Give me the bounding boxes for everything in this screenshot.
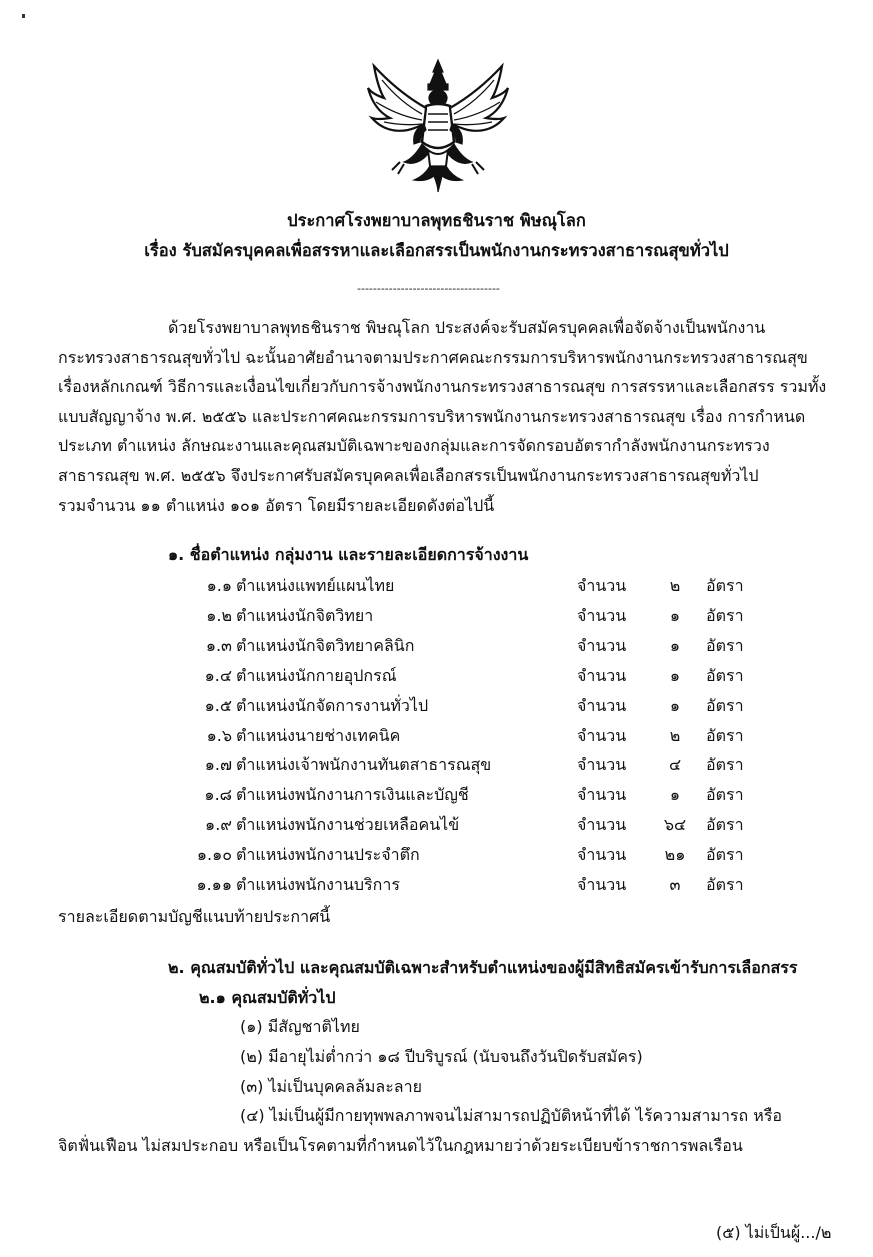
position-number: ๑.๑ [206,576,232,595]
qualification-item: (๔) ไม่เป็นผู้มีกายทุพพลภาพจนไม่สามารถปฏิบัติหน้าที่ได้ ไร้ความสามารถ หรือ [240,1106,783,1125]
intro-line: แบบสัญญาจ้าง พ.ศ. ๒๕๕๖ และประกาศคณะกรรมการบริหารพนักงานกระทรวงสาธารณสุข เรื่อง การกำหนด [58,406,806,426]
position-number: ๑.๓ [205,635,232,655]
position-row [0,575,873,605]
position-row [0,605,873,635]
position-row [0,635,873,665]
section1-note: รายละเอียดตามบัญชีแนบท้ายประกาศนี้ [58,907,331,926]
position-name: ตำแหน่งแพทย์แผนไทย [236,576,395,595]
count-unit: อัตรา [706,576,744,595]
count-label: จำนวน [577,815,627,835]
position-number: ๑.๘ [204,785,232,805]
intro-line: ด้วยโรงพยาบาลพุทธชินราช พิษณุโลก ประสงค์จะรับสมัครบุคคลเพื่อจัดจ้างเป็นพนักงาน [168,318,766,337]
count-label: จำนวน [577,605,627,625]
position-row [0,695,873,725]
qualification-item: (๓) ไม่เป็นบุคคลล้มละลาย [240,1077,422,1096]
count-label: จำนวน [577,875,627,894]
intro-line: สาธารณสุข พ.ศ. ๒๕๕๖ จึงประกาศรับสมัครบุคคลเพื่อเลือกสรรเป็นพนักงานกระทรวงสาธารณสุขทั่วไป [58,465,759,485]
position-number: ๑.๗ [204,755,232,775]
intro-paragraph [58,313,838,520]
position-row [0,725,873,755]
position-row [0,754,873,784]
qualification-item: (๑) มีสัญชาติไทย [240,1017,360,1036]
position-name: ตำแหน่งนักจิตวิทยาคลินิก [236,635,415,655]
intro-line: กระทรวงสาธารณสุขทั่วไป ฉะนั้นอาศัยอำนาจตามประกาศคณะกรรมการบริหารพนักงานกระทรวงสาธารณสุข [58,347,808,367]
count-unit: อัตรา [706,815,744,835]
count-label: จำนวน [577,785,627,805]
position-name: ตำแหน่งนักจัดการงานทั่วไป [236,695,429,715]
page-continuation: (๕) ไม่เป็นผู้.../๒ [716,1223,832,1242]
position-number: ๑.๖ [206,725,232,745]
garuda-emblem-icon [364,58,512,194]
position-count: ๔ [668,755,682,775]
position-count: ๒ [669,725,681,745]
title-divider: ------------------------------------ [357,282,500,295]
position-number: ๑.๙ [205,815,232,835]
count-unit: อัตรา [706,725,744,745]
count-unit: อัตรา [706,755,744,775]
position-row [0,874,873,904]
count-label: จำนวน [577,755,627,775]
position-count: ๑ [669,695,681,715]
position-number: ๑.๕ [204,695,232,715]
position-name: ตำแหน่งพนักงานการเงินและบัญชี [236,785,469,805]
announcement-title: ประกาศโรงพยาบาลพุทธชินราช พิษณุโลก [287,211,586,230]
position-count: ๒ [669,576,681,595]
position-count: ๑ [669,785,681,805]
count-unit: อัตรา [706,605,744,625]
position-count: ๑ [669,635,681,655]
count-unit: อัตรา [706,845,744,865]
count-unit: อัตรา [706,665,744,685]
count-unit: อัตรา [706,785,744,805]
position-name: ตำแหน่งพนักงานช่วยเหลือคนไข้ [236,815,460,835]
position-name: ตำแหน่งนักกายอุปกรณ์ [236,665,397,685]
section2-heading: ๒. คุณสมบัติทั่วไป และคุณสมบัติเฉพาะสำหรับตำแหน่งของผู้มีสิทธิสมัครเข้ารับการเลือกสรร [168,958,798,977]
intro-line: ประเภท ตำแหน่ง ลักษณะงานและคุณสมบัติเฉพาะของกลุ่มและการจัดกรอบอัตรากำลังพนักงานกระทรวง [58,436,770,456]
count-unit: อัตรา [706,875,744,894]
position-count: ๑ [669,665,681,685]
count-label: จำนวน [577,635,627,655]
position-name: ตำแหน่งพนักงานบริการ [236,875,400,894]
position-row [0,844,873,874]
position-count: ๖๔ [663,815,687,835]
scan-mark [22,14,25,18]
qualification-item: (๒) มีอายุไม่ต่ำกว่า ๑๘ ปีบริบูรณ์ (นับจนถึงวันปิดรับสมัคร) [240,1047,643,1066]
position-number: ๑.๒ [206,605,232,625]
count-unit: อัตรา [706,695,744,715]
count-unit: อัตรา [706,635,744,655]
count-label: จำนวน [577,695,627,715]
position-name: ตำแหน่งนักจิตวิทยา [236,605,374,625]
position-number: ๑.๑๑ [196,875,232,894]
position-count: ๑ [669,605,681,625]
count-label: จำนวน [577,725,627,745]
intro-line: รวมจำนวน ๑๑ ตำแหน่ง ๑๐๑ อัตรา โดยมีรายละเอียดดังต่อไปนี้ [58,495,495,515]
position-name: ตำแหน่งนายช่างเทคนิค [236,725,401,745]
section2-subheading: ๒.๑ คุณสมบัติทั่วไป [199,988,336,1007]
section1-heading: ๑. ชื่อตำแหน่ง กลุ่มงาน และรายละเอียดการจ้างงาน [168,545,529,564]
qualification-item-continued: จิตฟั่นเฟือน ไม่สมประกอบ หรือเป็นโรคตามที่กำหนดไว้ในกฎหมายว่าด้วยระเบียบข้าราชการพลเรือน [58,1136,743,1155]
position-name: ตำแหน่งพนักงานประจำตึก [236,845,420,865]
count-label: จำนวน [577,665,627,685]
position-row [0,784,873,814]
position-row [0,665,873,695]
position-count: ๓ [669,875,681,894]
position-number: ๑.๑๐ [196,845,232,865]
position-row [0,814,873,844]
position-count: ๒๑ [664,845,686,865]
announcement-subject: เรื่อง รับสมัครบุคคลเพื่อสรรหาและเลือกสรรเป็นพนักงานกระทรวงสาธารณสุขทั่วไป [144,241,729,260]
count-label: จำนวน [577,845,627,865]
position-number: ๑.๔ [204,665,232,685]
intro-line: เรื่องหลักเกณฑ์ วิธีการและเงื่อนไขเกี่ยวกับการจ้างพนักงานกระทรวงสาธารณสุข การสรรหาและเลือกสรร รวมทั้ง [58,377,827,397]
position-name: ตำแหน่งเจ้าพนักงานทันตสาธารณสุข [236,755,492,775]
count-label: จำนวน [577,576,627,595]
